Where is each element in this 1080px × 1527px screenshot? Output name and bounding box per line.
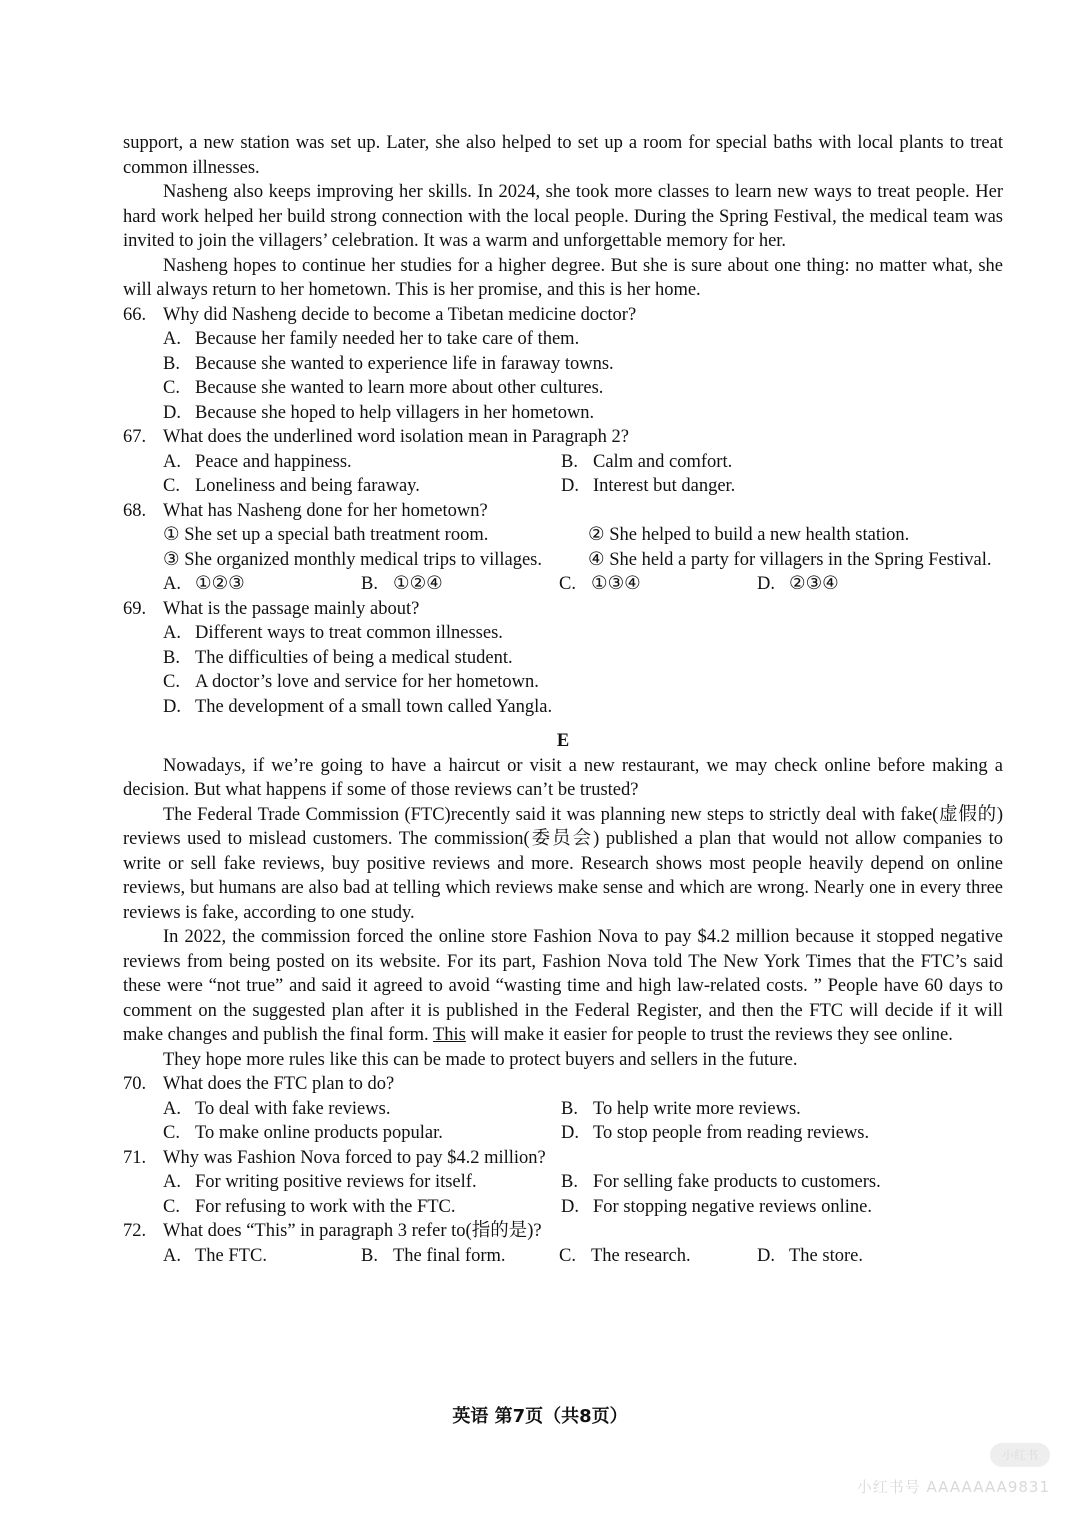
- passage-d-paragraph-5: Nasheng hopes to continue her studies for a higher degree. But she is sure about one thing: no matter what, she will always return to her hometown. This is her promise, and this is her home.: [123, 255, 1003, 300]
- option-c: C. To make online products popular.: [163, 1123, 443, 1143]
- question-stem: What does the underlined word isolation mean in Paragraph 2?: [163, 427, 629, 447]
- question-68: [123, 499, 1003, 524]
- question-number: 68.: [123, 500, 147, 521]
- question-70-options-row-1: [123, 1097, 1003, 1122]
- option-c: C. Because she wanted to learn more about other cultures.: [163, 378, 604, 398]
- question-stem: What does “This” in paragraph 3 refer to(指的是)?: [163, 1221, 542, 1241]
- question-71-options-row-2: [123, 1195, 1003, 1220]
- option-c: C. A doctor’s love and service for her hometown.: [163, 672, 539, 692]
- question-72-options: [123, 1244, 1003, 1269]
- watermark-logo: 小红书: [990, 1443, 1050, 1467]
- underlined-word-this: This: [432, 1025, 466, 1045]
- question-69-options: [123, 621, 1003, 719]
- question-70-options-row-2: [123, 1121, 1003, 1146]
- section-letter-e: E: [556, 731, 570, 751]
- numbered-item-3: ③ She organized monthly medical trips to villages.: [163, 549, 542, 570]
- passage-e-paragraph-4: They hope more rules like this can be made to protect buyers and sellers in the future.: [163, 1049, 798, 1070]
- passage-d-paragraph-continued: support, a new station was set up. Later, she also helped to set up a room for special baths with local plants to treat common illnesses.: [123, 133, 1003, 178]
- question-68-options: [123, 572, 1003, 597]
- exam-page: [123, 131, 1003, 1268]
- passage-e-paragraph-3: In 2022, the commission forced the online store Fashion Nova to pay $4.2 million because it stopped negative reviews from being posted on its website. For its part, Fashion Nova told The New York Times that the FTC’s said these were “not true” and said it agreed to avoid “wasting time and high law-related costs. ” People have 60 days to comment on the suggested plan after it is published in the Federal Register, and then the FTC will decide if it will make changes and publish the final form. This will make it easier for people to trust the reviews they see online.: [123, 927, 1003, 1045]
- option-b: B. Calm and comfort.: [561, 451, 733, 472]
- option-b: B. The final form.: [361, 1245, 506, 1266]
- question-68-items-row-2: [123, 548, 1003, 573]
- option-a: A. Because her family needed her to take care of them.: [163, 329, 580, 349]
- question-stem: What is the passage mainly about?: [163, 598, 420, 619]
- passage-d-paragraph-4: Nasheng also keeps improving her skills. In 2024, she took more classes to learn new ways to treat people. Her hard work helped her build strong connection with the local people. During the Spring Festival, the medical team was invited to join the villagers’ celebration. It was a warm and unforgettable memory for her.: [123, 182, 1003, 251]
- option-a: A. For writing positive reviews for itself.: [163, 1172, 477, 1192]
- option-c: C. The research.: [559, 1245, 691, 1266]
- option-d: D. For stopping negative reviews online.: [561, 1196, 872, 1217]
- question-stem: Why did Nasheng decide to become a Tibetan medicine doctor?: [163, 304, 637, 325]
- passage-e-paragraph-2: The Federal Trade Commission (FTC)recently said it was planning new steps to strictly deal with fake(虚假的) reviews used to mislead customers. The commission(委员会) published a plan that would not allow companies to write or sell fake reviews, buy positive reviews and more. Research shows most people heavily depend on online reviews, but humans are also bad at telling which reviews make sense and which are wrong. Nearly one in every three reviews is fake, according to one study.: [123, 804, 1003, 923]
- question-number: 70.: [123, 1074, 147, 1094]
- question-stem: What has Nasheng done for her hometown?: [163, 500, 488, 521]
- numbered-item-1: ① She set up a special bath treatment room.: [163, 525, 489, 545]
- option-d: D. The development of a small town called Yangla.: [163, 696, 553, 717]
- question-71: [123, 1146, 1003, 1171]
- question-number: 71.: [123, 1147, 147, 1168]
- question-66-options: [123, 327, 1003, 425]
- question-67-options-row-1: [123, 450, 1003, 475]
- question-69: [123, 597, 1003, 622]
- passage-e-paragraph-1: Nowadays, if we’re going to have a haircut or visit a new restaurant, we may check online before making a decision. But what happens if some of those reviews can’t be trusted?: [123, 755, 1003, 800]
- option-c: C. ①③④: [559, 574, 641, 594]
- option-a: A. Different ways to treat common illnesses.: [163, 623, 503, 643]
- option-b: B. The difficulties of being a medical student.: [163, 647, 513, 668]
- question-66: [123, 303, 1003, 328]
- numbered-item-2: ② She helped to build a new health station.: [588, 525, 910, 545]
- option-d: D. To stop people from reading reviews.: [561, 1123, 870, 1143]
- question-number: 69.: [123, 598, 147, 619]
- option-c: C. Loneliness and being faraway.: [163, 476, 420, 496]
- question-number: 66.: [123, 304, 147, 325]
- option-a: A. ①②③: [163, 574, 245, 594]
- option-c: C. For refusing to work with the FTC.: [163, 1196, 456, 1217]
- question-stem: What does the FTC plan to do?: [163, 1074, 395, 1094]
- page-footer: 英语 第7页（共8页）: [452, 1406, 628, 1427]
- question-number: 67.: [123, 427, 147, 447]
- question-stem: Why was Fashion Nova forced to pay $4.2 million?: [163, 1147, 546, 1168]
- option-d: D. Interest but danger.: [561, 476, 736, 496]
- option-a: A. Peace and happiness.: [163, 451, 352, 472]
- question-67-options-row-2: [123, 474, 1003, 499]
- option-d: D. The store.: [757, 1245, 863, 1266]
- option-d: D. Because she hoped to help villagers in her hometown.: [163, 402, 595, 423]
- question-68-items-row-1: [123, 523, 1003, 548]
- question-67: [123, 425, 1003, 450]
- question-number: 72.: [123, 1221, 147, 1241]
- question-72: [123, 1219, 1003, 1244]
- option-b: B. Because she wanted to experience life in faraway towns.: [163, 353, 614, 374]
- question-70: [123, 1072, 1003, 1097]
- option-b: B. For selling fake products to customers.: [561, 1172, 881, 1192]
- watermark-id: 小红书号 AAAAAAA9831: [856, 1477, 1050, 1496]
- option-b: B. To help write more reviews.: [561, 1098, 801, 1119]
- option-a: A. The FTC.: [163, 1245, 267, 1266]
- question-71-options-row-1: [123, 1170, 1003, 1195]
- option-a: A. To deal with fake reviews.: [163, 1098, 391, 1119]
- option-d: D. ②③④: [757, 574, 839, 594]
- numbered-item-4: ④ She held a party for villagers in the Spring Festival.: [588, 549, 992, 570]
- option-b: B. ①②④: [361, 574, 443, 594]
